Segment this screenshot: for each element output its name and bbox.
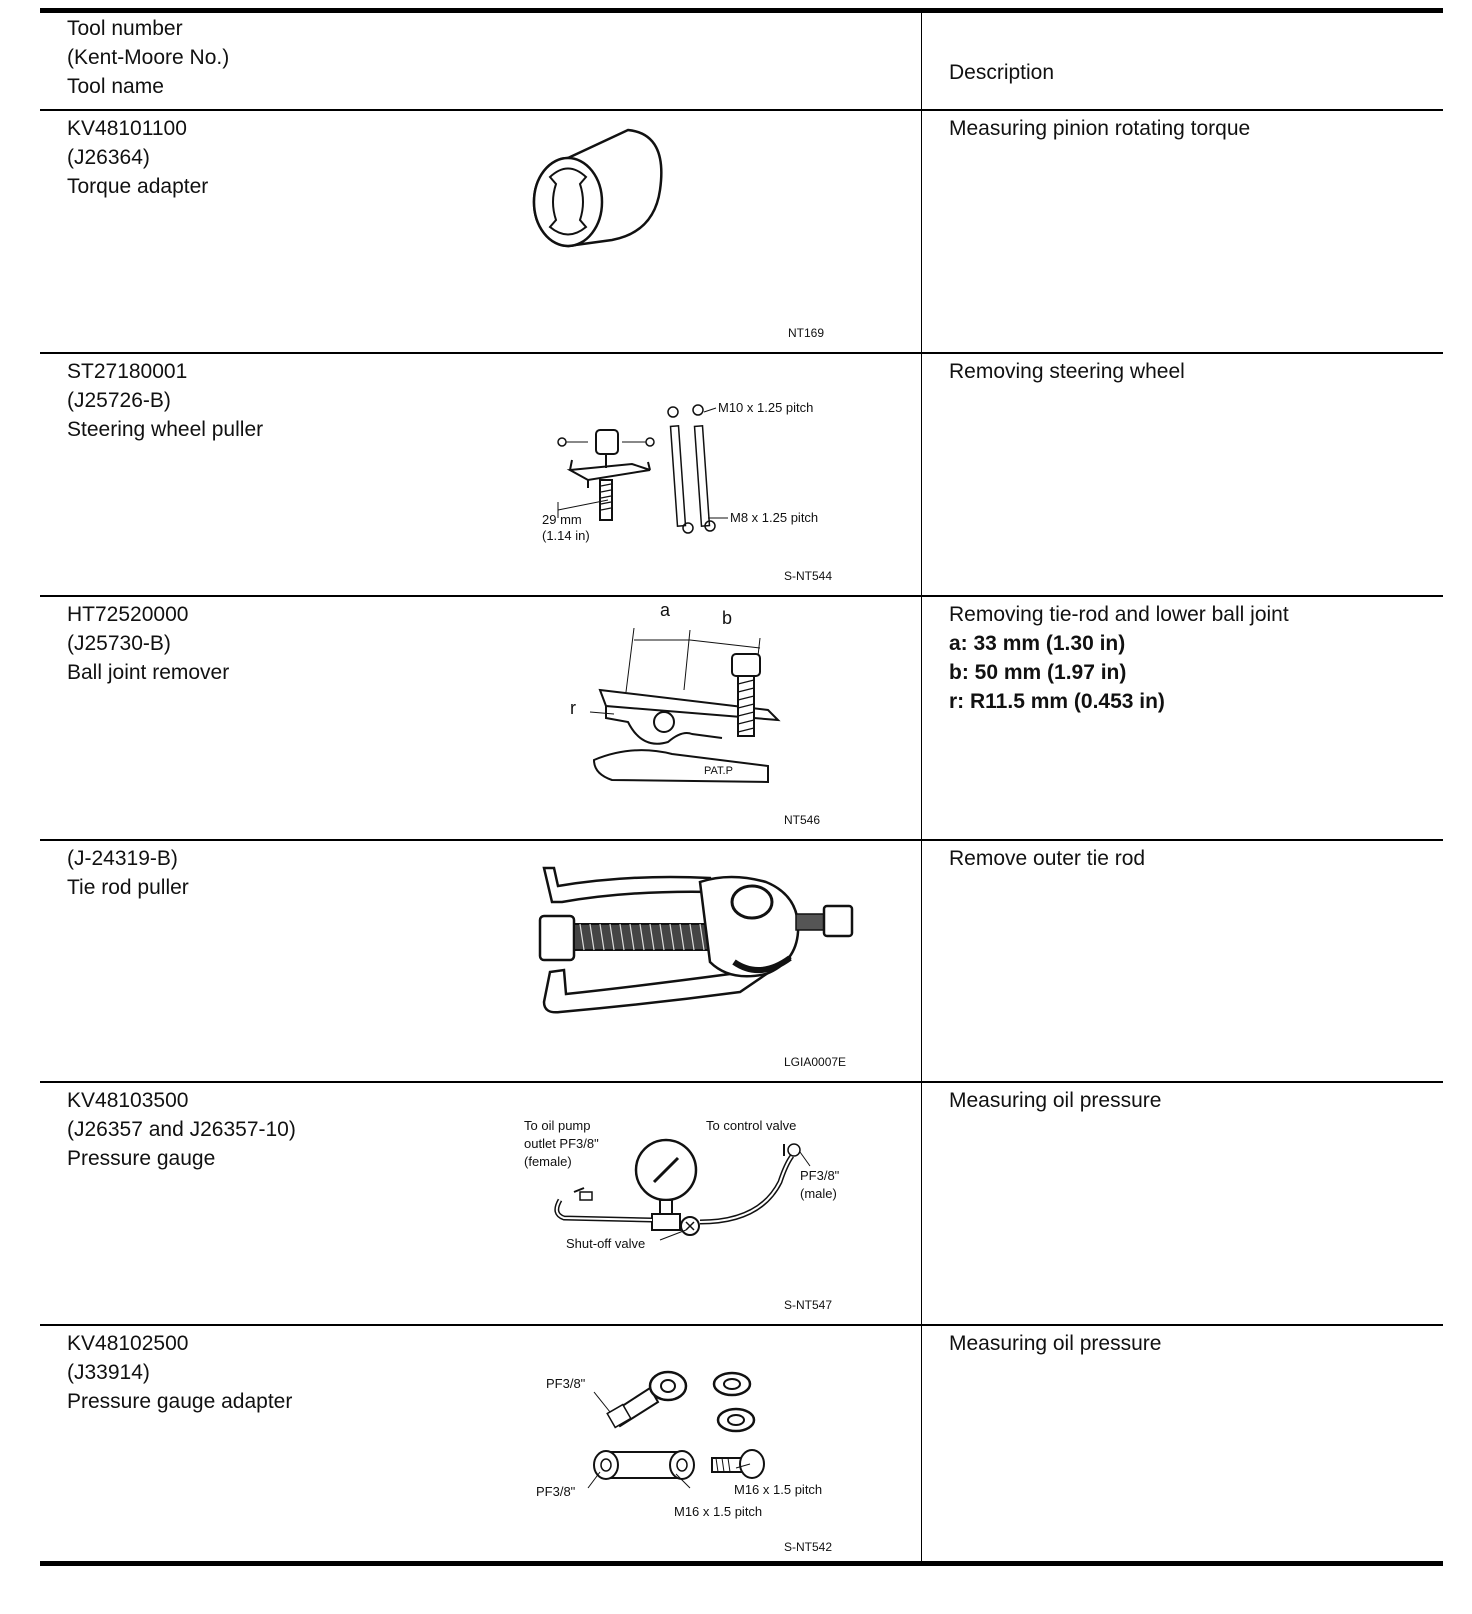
figure-label: (1.14 in) [542,528,590,543]
figure-label: b [722,608,733,628]
header-description: Description [949,61,1055,84]
tool-number: HT72520000 [67,603,189,626]
figure-label: (female) [524,1154,572,1169]
figure-label: PF3/8" [800,1168,840,1183]
description-text: Remove outer tie rod [949,847,1146,870]
tool-name: Pressure gauge adapter [67,1390,293,1413]
tool-cell [67,114,208,201]
figure-label: r [570,698,576,718]
table-top-rule [40,8,1443,13]
description-text: Removing tie-rod and lower ball joint [949,603,1289,626]
figure-label: outlet PF3/8" [524,1136,599,1151]
tie-rod-puller-illustration [530,862,870,1032]
header-line: (Kent-Moore No.) [67,46,230,69]
description-text: Measuring oil pressure [949,1089,1162,1112]
figure-code: NT546 [784,813,821,827]
description-cell [949,114,1250,143]
kent-moore-number: (J26357 and J26357-10) [67,1118,296,1141]
figure-label: M16 x 1.5 pitch [734,1482,823,1497]
tool-cell [67,1329,292,1416]
table-bottom-rule [40,1561,1443,1566]
figure-label: M16 x 1.5 pitch [674,1504,763,1519]
figure-label: PF3/8" [536,1484,576,1499]
header-line: Tool name [67,75,164,98]
figure-label: To oil pump [524,1118,591,1133]
tool-name: Tie rod puller [67,876,189,899]
figure-label: To control valve [706,1118,797,1133]
description-text: Measuring pinion rotating torque [949,117,1251,140]
figure-label: M8 x 1.25 pitch [730,510,819,525]
tool-number: KV48101100 [67,117,187,140]
tool-cell [67,600,229,687]
figure-label: (male) [800,1186,837,1201]
kent-moore-number: (J25730-B) [67,632,171,655]
pressure-gauge-illustration [524,1118,870,1272]
tool-cell [67,357,263,444]
row-divider [40,595,1443,597]
kent-moore-number: (J25726-B) [67,389,171,412]
figure-code: S-NT542 [784,1540,833,1554]
column-divider [921,8,922,1562]
figure-label: 29 mm [542,512,582,527]
row-divider [40,1324,1443,1326]
figure-code: LGIA0007E [784,1055,847,1069]
header-description-column [949,58,1054,87]
description-cell [949,844,1145,873]
pressure-gauge-adapter-illustration [536,1368,860,1519]
description-cell [949,600,1289,716]
description-cell [949,1329,1161,1358]
figure-code: S-NT547 [784,1298,833,1312]
description-cell [949,1086,1161,1115]
kent-moore-number: (J-24319-B) [67,847,178,870]
row-divider [40,839,1443,841]
figure-code: S-NT544 [784,569,833,583]
tool-name: Pressure gauge [67,1147,216,1170]
ball-joint-remover-illustration [570,600,802,800]
tool-name: Steering wheel puller [67,418,264,441]
header-rule [40,109,1443,111]
description-text: Measuring oil pressure [949,1332,1162,1355]
spec-a: a: 33 mm (1.30 in) [949,632,1126,655]
tool-number: KV48103500 [67,1089,189,1112]
tool-cell [67,844,189,902]
tool-name: Ball joint remover [67,661,230,684]
row-divider [40,1081,1443,1083]
header-tool-column [67,14,229,101]
tool-number: KV48102500 [67,1332,189,1355]
figure-label: Shut-off valve [566,1236,646,1251]
tool-name: Torque adapter [67,175,209,198]
torque-adapter-illustration [520,122,680,252]
tool-number: ST27180001 [67,360,188,383]
description-cell [949,357,1185,386]
kent-moore-number: (J26364) [67,146,150,169]
figure-code: NT169 [788,326,825,340]
spec-r: r: R11.5 mm (0.453 in) [949,690,1165,713]
steering-wheel-puller-illustration [542,400,868,560]
row-divider [40,352,1443,354]
header-line: Tool number [67,17,183,40]
figure-label: M10 x 1.25 pitch [718,400,814,415]
figure-label: PAT.P [704,765,733,777]
figure-label: a [660,600,671,620]
figure-label: PF3/8" [546,1376,586,1391]
kent-moore-number: (J33914) [67,1361,150,1384]
description-text: Removing steering wheel [949,360,1185,383]
tool-cell [67,1086,296,1173]
spec-b: b: 50 mm (1.97 in) [949,661,1127,684]
